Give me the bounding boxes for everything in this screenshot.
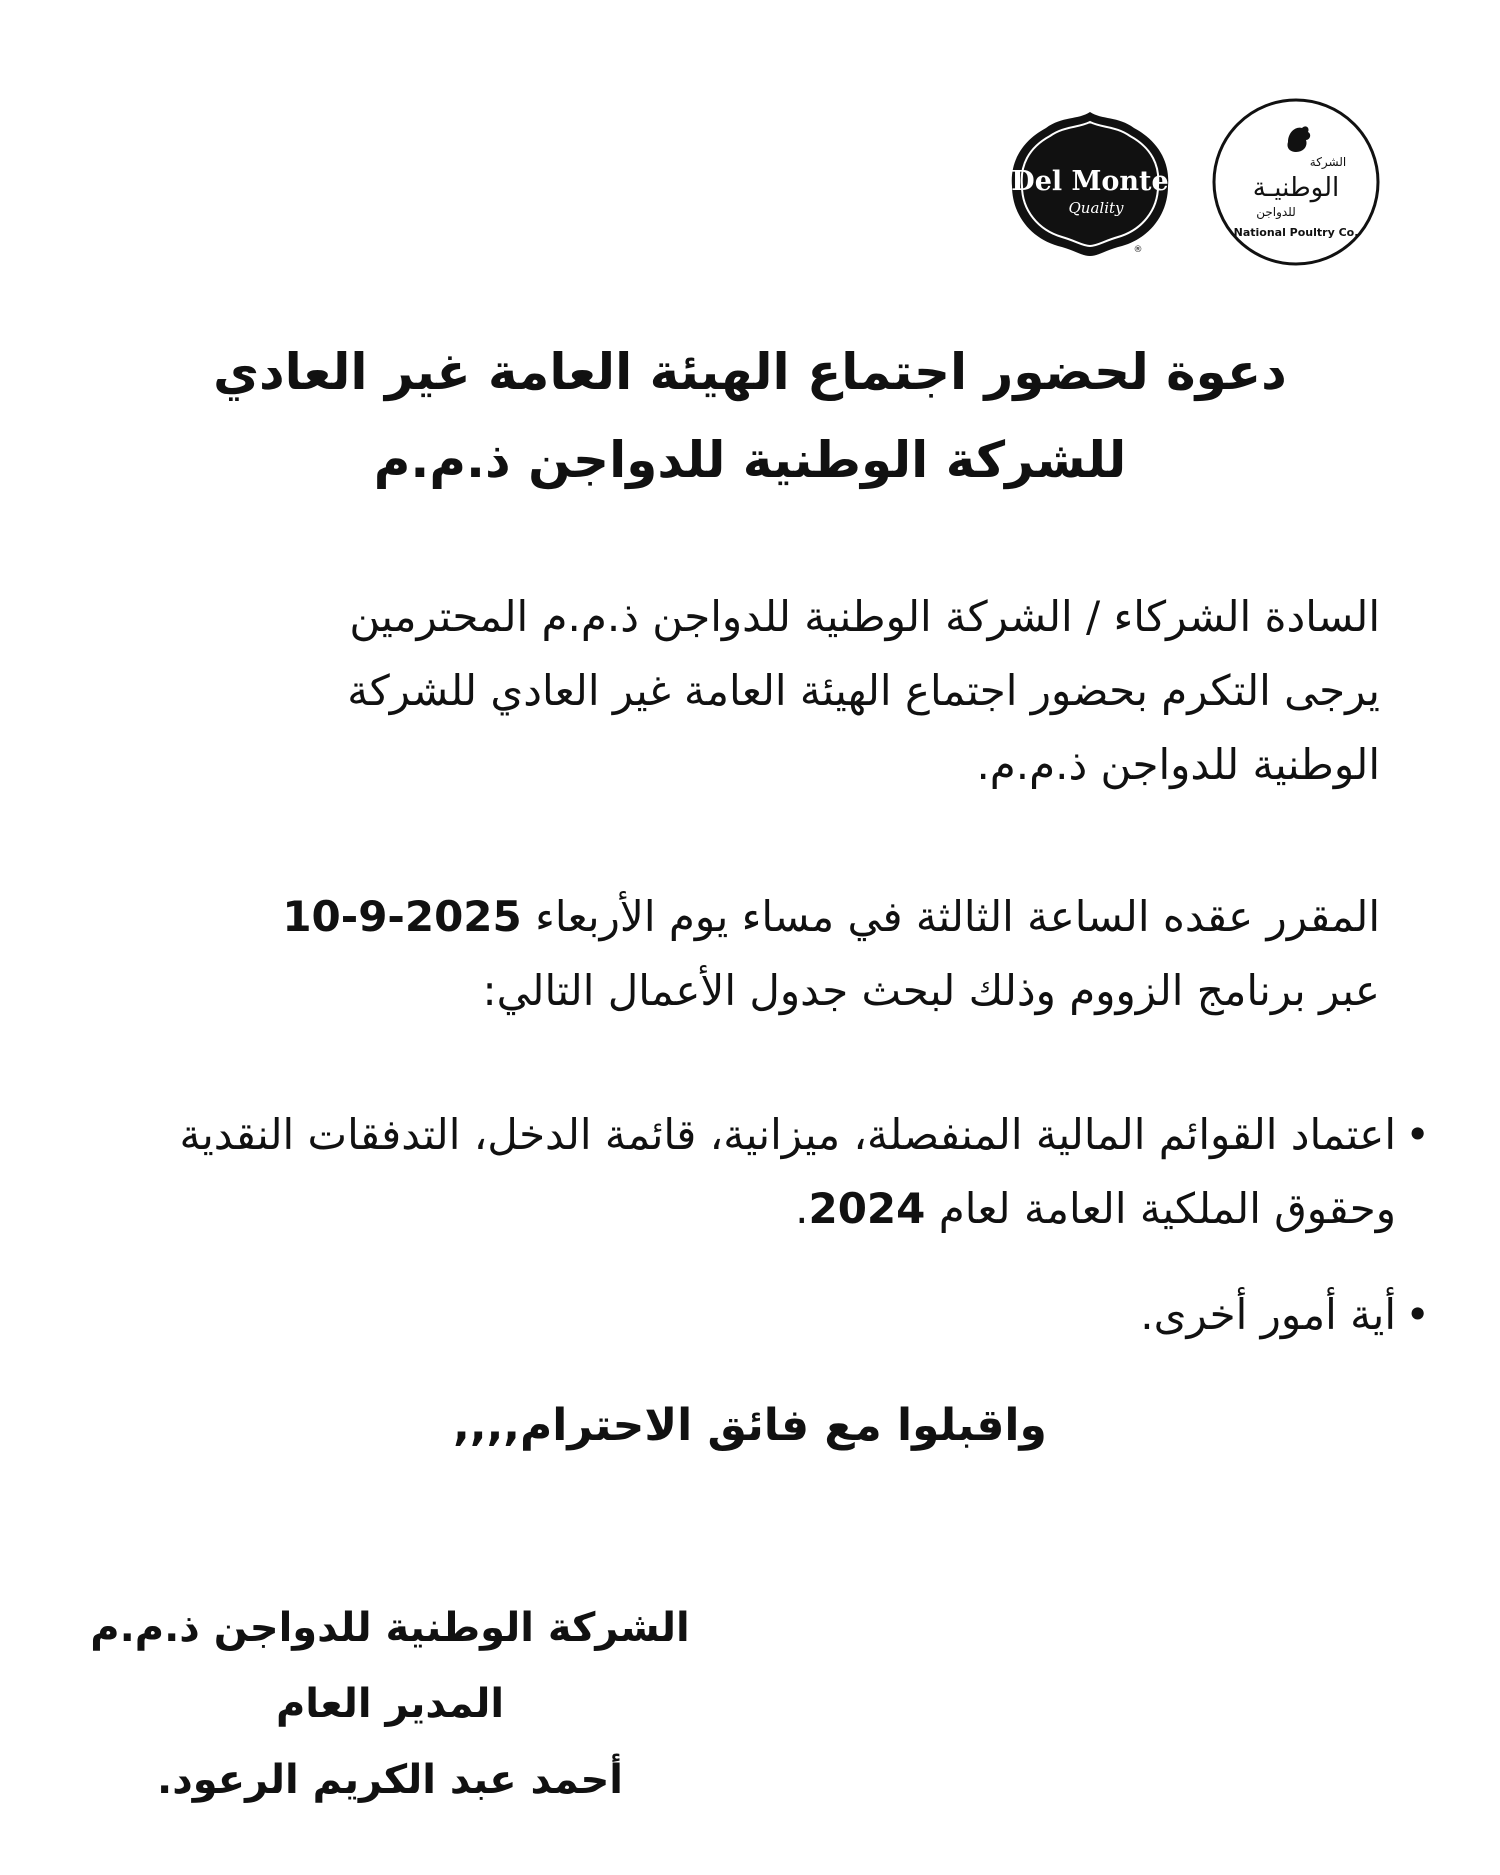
agenda-item xyxy=(50,1278,1430,1352)
logos-area xyxy=(1002,96,1382,268)
intro-line3: الوطنية للدواجن ذ.م.م. xyxy=(976,740,1380,789)
agenda-item2-text: أية أمور أخرى. xyxy=(1140,1290,1396,1339)
invitation-title-line1: دعوة لحضور اجتماع الهيئة العامة غير العادي xyxy=(213,343,1287,401)
national-poultry-english: National Poultry Co. xyxy=(1233,226,1359,239)
invitation-title xyxy=(100,328,1400,504)
signature-name: أحمد عبد الكريم الرعود. xyxy=(157,1757,623,1803)
meeting-date: 10-9-2025 xyxy=(282,892,522,941)
agenda-list xyxy=(50,1098,1430,1384)
invitation-title-line2: للشركة الوطنية للدواجن ذ.م.م xyxy=(373,431,1127,489)
agenda-item xyxy=(50,1098,1430,1246)
intro-line2: يرجى التكرم بحضور اجتماع الهيئة العامة غير العادي للشركة xyxy=(347,666,1380,715)
delmonte-brand-text: Del Monte xyxy=(1011,166,1169,197)
signature-company: الشركة الوطنية للدواجن ذ.م.م xyxy=(90,1605,690,1651)
delmonte-logo xyxy=(1002,106,1178,258)
national-poultry-arabic-small: الشركة xyxy=(1309,155,1347,169)
signature-role: المدير العام xyxy=(275,1681,505,1727)
signature-block xyxy=(80,1590,700,1818)
agenda-item1-period: . xyxy=(795,1184,809,1233)
meeting-line2: عبر برنامج الزووم وذلك لبحث جدول الأعمال التالي: xyxy=(482,966,1380,1015)
meeting-paragraph xyxy=(100,880,1380,1028)
meeting-time-text: المقرر عقده الساعة الثالثة في مساء يوم الأربعاء xyxy=(535,892,1380,941)
closing-line: واقبلوا مع فائق الاحترام,,,, xyxy=(453,1400,1047,1451)
national-poultry-arabic-sub: للدواجن xyxy=(1256,205,1296,219)
intro-paragraph xyxy=(100,580,1380,802)
national-poultry-logo xyxy=(1210,96,1382,268)
agenda-item1-text: اعتماد القوائم المالية المنفصلة، ميزانية، قائمة الدخل، التدفقات النقدية وحقوق الملكية العامة لعام xyxy=(179,1110,1396,1233)
meeting-line1 xyxy=(100,880,1380,954)
intro-line1: السادة الشركاء / الشركة الوطنية للدواجن ذ.م.م المحترمين xyxy=(349,592,1380,641)
delmonte-tagline-text: Quality xyxy=(1068,199,1124,217)
agenda-item1-year: 2024 xyxy=(808,1184,926,1233)
national-poultry-arabic-large: الوطنيـة xyxy=(1252,173,1340,203)
delmonte-registered-mark: ® xyxy=(1133,245,1143,255)
